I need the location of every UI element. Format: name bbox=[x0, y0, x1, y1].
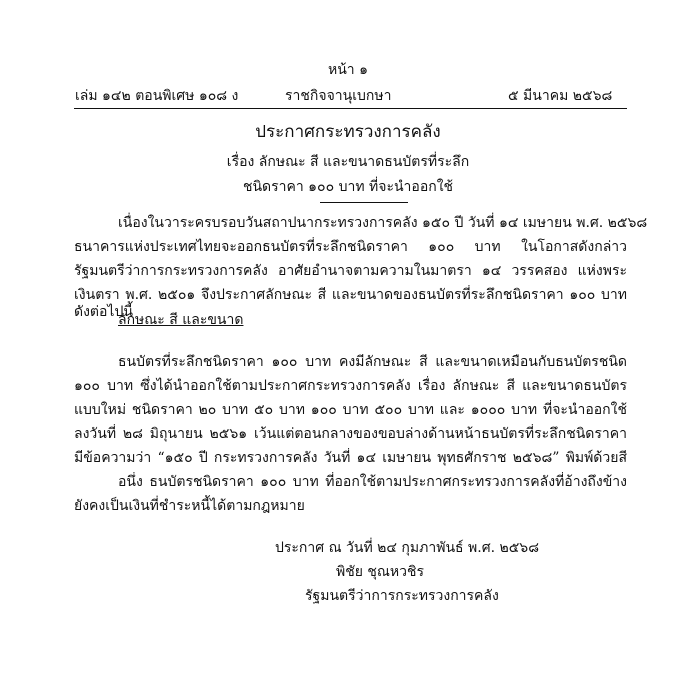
section-line: ๑๐๐ บาท ซึ่งได้นำออกใช้ตามประกาศกระทรวงการคลัง เรื่อง ลักษณะ สี และขนาดธนบัตร bbox=[74, 378, 627, 394]
page-number: หน้า ๑ bbox=[328, 62, 368, 78]
header-divider bbox=[74, 108, 627, 109]
signer-name: พิชัย ชุณหวชิร bbox=[336, 564, 424, 580]
preamble-line: เนื่องในวาระครบรอบวันสถาปนากระทรวงการคลัง ๑๕๐ ปี วันที่ ๑๔ เมษายน พ.ศ. ๒๕๖๘ bbox=[118, 215, 648, 231]
section-line: แบบใหม่ ชนิดราคา ๒๐ บาท ๕๐ บาท ๑๐๐ บาท ๕๐๐ บาท และ ๑๐๐๐ บาท ที่จะนำออกใช้ bbox=[74, 402, 627, 418]
section-line: อนึ่ง ธนบัตรชนิดราคา ๑๐๐ บาท ที่ออกใช้ตามประกาศกระทรวงการคลังที่อ้างถึงข้าง bbox=[118, 474, 627, 490]
section-heading: ลักษณะ สี และขนาด bbox=[118, 312, 244, 328]
publication-date: ๕ มีนาคม ๒๕๖๘ bbox=[508, 88, 613, 104]
gazette-name: ราชกิจจานุเบกษา bbox=[285, 88, 392, 104]
preamble-line: ดังต่อไปนี้ bbox=[74, 304, 133, 320]
issue-number: เล่ม ๑๔๒ ตอนพิเศษ ๑๐๘ ง bbox=[75, 88, 239, 104]
section-line: มีข้อความว่า “๑๕๐ ปี กระทรวงการคลัง วันที่ ๑๔ เมษายน พุทธศักราช ๒๕๖๘” พิมพ์ด้วยสี bbox=[74, 450, 627, 466]
subject-line-2: ชนิดราคา ๑๐๐ บาท ที่จะนำออกใช้ bbox=[242, 179, 454, 195]
announcement-title: ประกาศกระทรวงการคลัง bbox=[255, 122, 441, 142]
subject-line-1: เรื่อง ลักษณะ สี และขนาดธนบัตรที่ระลึก bbox=[226, 154, 470, 170]
preamble-line: รัฐมนตรีว่าการกระทรวงการคลัง อาศัยอำนาจตามความในมาตรา ๑๔ วรรคสอง แห่งพระ bbox=[74, 263, 627, 279]
preamble-line: เงินตรา พ.ศ. ๒๕๐๑ จึงประกาศลักษณะ สี และขนาดของธนบัตรที่ระลึกชนิดราคา ๑๐๐ บาท bbox=[74, 287, 627, 303]
section-line: ลงวันที่ ๒๘ มิถุนายน ๒๕๖๑ เว้นแต่ตอนกลางของขอบล่างด้านหน้าธนบัตรที่ระลึกชนิดราคา bbox=[74, 426, 627, 442]
section-line: ยังคงเป็นเงินที่ชำระหนี้ได้ตามกฎหมาย bbox=[74, 498, 305, 514]
section-line: ธนบัตรที่ระลึกชนิดราคา ๑๐๐ บาท คงมีลักษณะ สี และขนาดเหมือนกับธนบัตรชนิด bbox=[118, 354, 627, 370]
title-divider bbox=[320, 202, 408, 203]
announcement-date: ประกาศ ณ วันที่ ๒๔ กุมภาพันธ์ พ.ศ. ๒๕๖๘ bbox=[275, 540, 539, 556]
signer-title: รัฐมนตรีว่าการกระทรวงการคลัง bbox=[305, 588, 499, 604]
preamble-line: ธนาคารแห่งประเทศไทยจะออกธนบัตรที่ระลึกชนิดราคา ๑๐๐ บาท ในโอกาสดังกล่าว bbox=[74, 239, 627, 255]
